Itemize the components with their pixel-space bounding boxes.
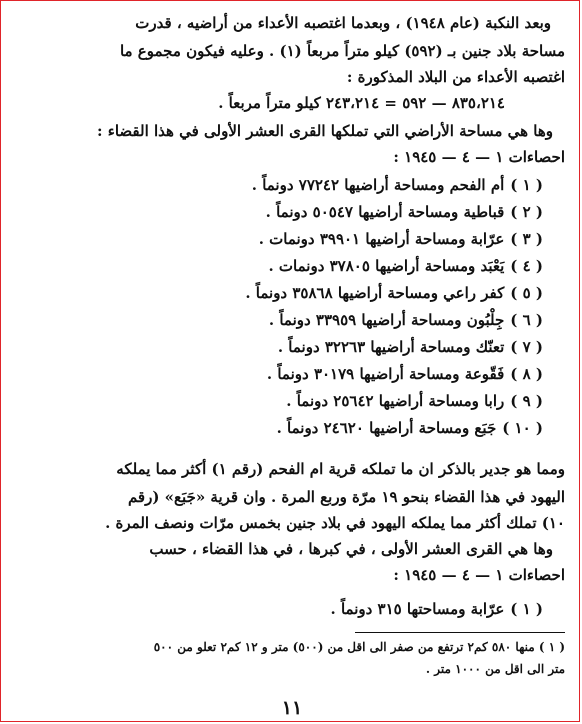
para2-line-1: ومما هو جدير بالذكر ان ما تملكه قرية ام الفحم (رقم ١) أكثر مما يملكه	[116, 460, 565, 478]
intro-line-6: احصاءات ١ — ٤ — ١٩٤٥ :	[393, 148, 565, 166]
para2-line-4: وها هي القرى العشر الأولى ، في كبرها ، في هذا القضاء ، حسب	[149, 540, 553, 558]
list-item: ( ٦ )جِلْبُون ومساحة أراضيها ٣٣٩٥٩ دونماً .	[268, 311, 543, 329]
list-item: ( ٧ )تعنّك ومساحة أراضيها ٣٢٢٦٣ دونماً .	[277, 338, 543, 356]
list-item: ( ٩ )رابا ومساحة أراضيها ٢٥٦٤٢ دونماً .	[286, 392, 543, 410]
list-item: ( ١ )عرّابة ومساحتها ٣١٥ دونماً .	[330, 600, 543, 618]
intro-line-5: وها هي مساحة الأراضي التي تملكها القرى العشر الأولى في هذا القضاء :	[97, 122, 553, 140]
intro-line-1: وبعد النكبة (عام ١٩٤٨) ، وبعدما اغتصبه الأعداء من أراضيه ، قدرت	[135, 14, 551, 32]
footnote-separator	[355, 632, 565, 633]
intro-line-4: ٨٣٥،٢١٤ — ٥٩٢ = ٢٤٣،٢١٤ كيلو متراً مربعاً .	[218, 94, 505, 112]
para2-line-3: ١٠) تملك أكثر مما يملكه اليهود في بلاد جنين بخمس مرّات ونصف المرة .	[105, 514, 565, 532]
footnote-line-2: متر الى اقل من ١٠٠٠ متر .	[425, 662, 565, 676]
page-number: ١١	[281, 697, 303, 719]
intro-line-2: مساحة بلاد جنين بـ (٥٩٢) كيلو متراً مربعاً (١) . وعليه فيكون مجموع ما	[119, 42, 565, 60]
list-item: ( ٥ )كفر راعي ومساحة أراضيها ٣٥٨٦٨ دونماً .	[245, 284, 543, 302]
list-item: ( ٤ )يَعْبَد ومساحة أراضيها ٣٧٨٠٥ دونمات .	[268, 257, 543, 275]
intro-line-3: اغتصبه الأعداء من البلاد المذكورة :	[346, 68, 565, 86]
para2-line-2: اليهود في هذا القضاء بنحو ١٩ مرّة وربع المرة . وان قرية «جَبَع» (رقم	[127, 488, 565, 506]
list-item: ( ١ )أم الفحم ومساحة أراضيها ٧٧٢٤٢ دونماً .	[251, 176, 543, 194]
list-item: ( ١٠ )جَبَع ومساحة أراضيها ٢٤٦٢٠ دونماً .	[276, 419, 543, 437]
para2-line-5: احصاءات ١ — ٤ — ١٩٤٥ :	[393, 566, 565, 584]
list-item: ( ٣ )عرّابة ومساحة أراضيها ٣٩٩٠١ دونمات .	[258, 230, 543, 248]
list-item: ( ٨ )فَقّوعة ومساحة أراضيها ٣٠١٧٩ دونماً .	[266, 365, 543, 383]
list-item: ( ٢ )قباطية ومساحة أراضيها ٥٠٥٤٧ دونماً .	[265, 203, 543, 221]
footnote-line-1: ( ١ ) منها ٥٨٠ كم٢ ترتفع من صفر الى اقل من (٥٠٠) متر و ١٢ كم٢ تعلو من ٥٠٠	[153, 640, 565, 654]
